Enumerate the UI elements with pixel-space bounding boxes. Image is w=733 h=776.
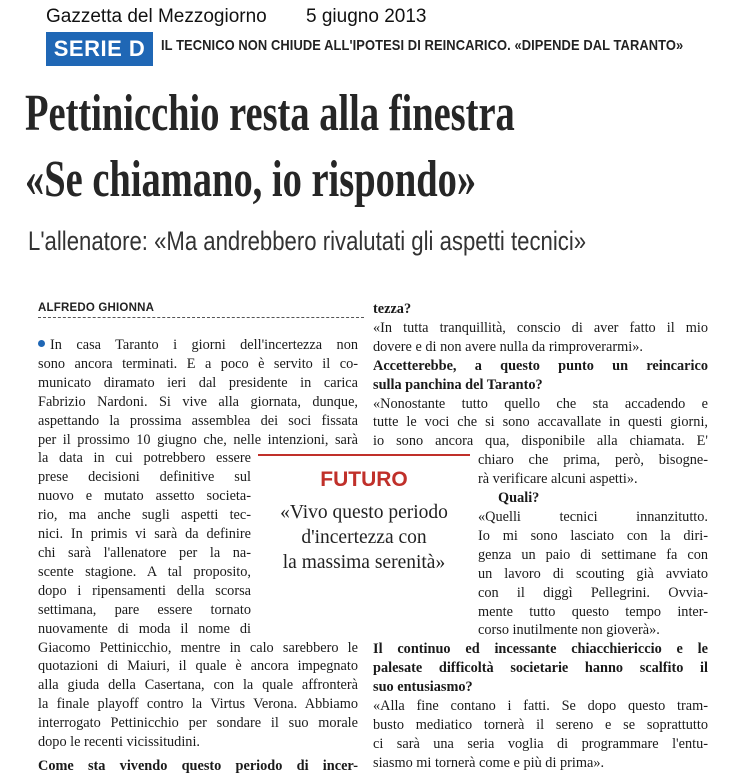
article-line: In casa Taranto i giorni dell'incertezza non xyxy=(38,336,358,355)
headline-line-1: Pettinicchio resta alla finestra xyxy=(25,85,515,142)
article-line: corso inutilmente non gioverà». xyxy=(478,622,660,639)
article-line: busto mediatico tornerà il sereno e se soprattutto xyxy=(373,716,708,733)
bullet-icon xyxy=(38,340,45,347)
article-line: scente stagione. A tal proposito, xyxy=(38,563,251,580)
article-line: con il diggì Pellegrini. Ovvia- xyxy=(478,584,708,601)
article-line: la data in cui potrebbero essere xyxy=(38,450,251,467)
article-line: «Quelli tecnici innanzitutto. xyxy=(478,508,708,525)
article-line: Giacomo Pettinicchio, mentre in calo sarebbero le xyxy=(38,639,358,656)
article-line: io sono ancora qua, disponibile alla chiamata. E' xyxy=(373,433,708,450)
article-line: chiaro che prima, però, bisogne- xyxy=(478,452,708,469)
article-line: siasmo mi tornerà come e più di prima». xyxy=(373,754,605,771)
section-badge: SERIE D xyxy=(46,32,153,66)
article-line: genza un paio di settimane fa con xyxy=(478,546,708,563)
headline-line-2: «Se chiamano, io rispondo» xyxy=(25,151,477,208)
article-line: municato diramato ieri dal presidente in carica xyxy=(38,374,358,391)
pullquote-line: «Vivo questo periodo xyxy=(280,502,448,523)
byline-divider xyxy=(38,317,364,318)
interview-question: sulla panchina del Taranto? xyxy=(373,376,543,393)
interview-question: Come sta vivendo questo periodo di incer- xyxy=(38,757,358,774)
article-line: mente tutto questo tempo inter- xyxy=(478,603,708,620)
article-line: «Alla fine contano i fatti. Se dopo questo tram- xyxy=(373,698,708,715)
article-line: un lavoro di scouting già avviato xyxy=(478,565,708,582)
article-line: Fabrizio Nardoni. Si vive alla giornata, dunque, xyxy=(38,393,358,410)
article-column-right xyxy=(373,300,708,773)
article-line: chi sarà l'allenatore per la na- xyxy=(38,544,251,561)
pullquote-kicker: FUTURO xyxy=(320,468,408,491)
pullquote-line: d'incertezza con xyxy=(301,527,427,548)
newspaper-name: Gazzetta del Mezzogiorno xyxy=(46,6,267,27)
kicker-line: IL TECNICO NON CHIUDE ALL'IPOTESI DI REINCARICO. «DIPENDE DAL TARANTO» xyxy=(161,37,684,54)
article-line: per il prossimo 10 giugno che, nelle intenzioni, sarà xyxy=(38,431,358,448)
article-line: ci sarà una seria voglia di programmare l'entu- xyxy=(373,735,708,752)
article-line: nici. In primis vi sarà da definire xyxy=(38,526,251,543)
article-line: interrogato Pettinicchio per sondare il suo morale xyxy=(38,715,358,732)
article-line: «In tutta tranquillità, conscio di aver fatto il mio xyxy=(373,319,708,336)
article-line: sono ancora terminati. E a poco è servito il co- xyxy=(38,355,358,372)
article-line: aspettando la prossima assemblea dei soci fissata xyxy=(38,412,358,429)
article-line: dopo le recenti vicissitudini. xyxy=(38,734,200,751)
article-line: tutte le voci che si sono accavallate in questi giorni, xyxy=(373,414,708,431)
article-line: nuovamente di moda il nome di xyxy=(38,620,251,637)
interview-question: Accetterebbe, a questo punto un reincarico xyxy=(373,357,708,374)
article-line: prese decisioni definitive sul xyxy=(38,469,251,486)
author-byline: ALFREDO GHIONNA xyxy=(38,302,155,314)
article-line: rà verificare alcuni aspetti». xyxy=(478,471,638,488)
subheadline: L'allenatore: «Ma andrebbero rivalutati gli aspetti tecnici» xyxy=(28,226,587,256)
interview-question: palesate difficoltà societarie hanno scalfito il xyxy=(373,660,708,677)
article-line: «Nonostante tutto quello che sta accadendo e xyxy=(373,395,708,412)
article-line: rio, ma anche sugli aspetti tec- xyxy=(38,507,251,524)
article-line: nuovo e mutato assetto societa- xyxy=(38,488,251,505)
interview-question: Quali? xyxy=(498,490,540,507)
interview-question: tezza? xyxy=(373,301,412,317)
article-line: settimana, pare essere tornato xyxy=(38,601,251,618)
article-line: quotazioni di Maiuri, il quale è ancora impegnato xyxy=(38,658,358,675)
article-line: dovere e di non avere nulla da rimproverarmi». xyxy=(373,338,643,355)
interview-question: suo entusiasmo? xyxy=(373,679,473,696)
publication-date: 5 giugno 2013 xyxy=(306,6,427,27)
interview-question: Il continuo ed incessante chiacchiericcio e le xyxy=(373,641,708,658)
article-line: dopo i ripensamenti della scorsa xyxy=(38,582,251,599)
masthead xyxy=(46,6,426,28)
article-line: la finale playoff contro la Virtus Verona. Abbiamo xyxy=(38,696,358,713)
article-line: alla giuda della Casertana, con la quale affronterà xyxy=(38,677,358,694)
pullquote-line: la massima serenità» xyxy=(282,552,446,573)
article-line: Io mi sono lasciato con la diri- xyxy=(478,527,708,544)
